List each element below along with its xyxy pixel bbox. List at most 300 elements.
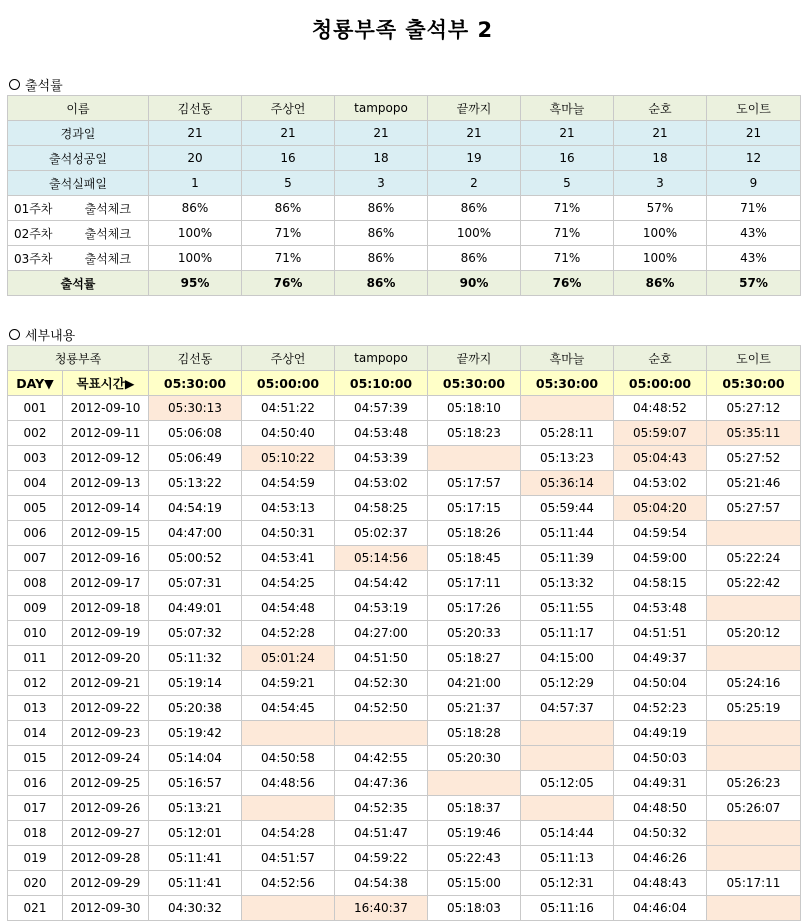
day-row	[8, 696, 801, 721]
week-rate-value: 86%	[242, 196, 335, 221]
stat-value: 16	[521, 146, 614, 171]
section-attendance-rate-label	[9, 75, 63, 94]
checkin-time: 04:54:25	[242, 571, 335, 596]
member-name-header: tampopo	[335, 96, 428, 121]
checkin-time: 05:13:23	[521, 446, 614, 471]
checkin-time: 04:54:59	[242, 471, 335, 496]
checkin-time: 05:15:00	[428, 871, 521, 896]
checkin-time: 04:47:36	[335, 771, 428, 796]
member-name-header: 끝까지	[428, 346, 521, 371]
checkin-time: 04:50:03	[614, 746, 707, 771]
checkin-time: 04:53:02	[335, 471, 428, 496]
week-rate-value: 43%	[707, 221, 801, 246]
circle-bullet-icon	[9, 329, 20, 340]
day-row	[8, 596, 801, 621]
day-row	[8, 646, 801, 671]
checkin-time: 05:30:13	[149, 396, 242, 421]
week-label: 02주차	[8, 221, 68, 246]
checkin-time: 05:02:37	[335, 521, 428, 546]
checkin-time: 04:53:02	[614, 471, 707, 496]
checkin-time	[242, 896, 335, 921]
checkin-time	[707, 721, 801, 746]
week-rate-value: 86%	[428, 196, 521, 221]
day-date: 2012-09-17	[63, 571, 149, 596]
day-date: 2012-09-26	[63, 796, 149, 821]
week-label: 03주차	[8, 246, 68, 271]
target-time-value: 05:30:00	[521, 371, 614, 396]
day-date: 2012-09-25	[63, 771, 149, 796]
week-rate-value: 100%	[149, 246, 242, 271]
member-name-header: 도이트	[707, 346, 801, 371]
checkin-time: 04:52:35	[335, 796, 428, 821]
stat-value: 12	[707, 146, 801, 171]
target-time-value: 05:00:00	[242, 371, 335, 396]
checkin-time	[707, 596, 801, 621]
checkin-time: 05:22:42	[707, 571, 801, 596]
day-number: 002	[8, 421, 63, 446]
day-number: 007	[8, 546, 63, 571]
day-number: 012	[8, 671, 63, 696]
day-date: 2012-09-19	[63, 621, 149, 646]
header-row	[8, 96, 801, 121]
day-row	[8, 446, 801, 471]
checkin-time: 05:14:56	[335, 546, 428, 571]
day-row	[8, 521, 801, 546]
member-name-header: 순호	[614, 96, 707, 121]
checkin-time: 04:30:32	[149, 896, 242, 921]
checkin-time: 05:19:46	[428, 821, 521, 846]
checkin-time: 05:22:24	[707, 546, 801, 571]
checkin-time: 04:59:22	[335, 846, 428, 871]
week-rate-value: 71%	[521, 246, 614, 271]
rate-value: 95%	[149, 271, 242, 296]
checkin-time: 04:54:28	[242, 821, 335, 846]
day-row	[8, 546, 801, 571]
checkin-time: 05:12:01	[149, 821, 242, 846]
checkin-time: 05:25:19	[707, 696, 801, 721]
stat-label: 경과일	[8, 121, 149, 146]
checkin-time: 05:13:22	[149, 471, 242, 496]
checkin-time: 05:24:16	[707, 671, 801, 696]
day-number: 008	[8, 571, 63, 596]
checkin-time: 05:20:30	[428, 746, 521, 771]
checkin-time: 04:50:31	[242, 521, 335, 546]
checkin-time: 05:22:43	[428, 846, 521, 871]
week-row	[8, 246, 801, 271]
checkin-time: 04:46:26	[614, 846, 707, 871]
checkin-time: 05:06:49	[149, 446, 242, 471]
week-rate-value: 71%	[521, 196, 614, 221]
stat-value: 21	[521, 121, 614, 146]
target-time-value: 05:30:00	[428, 371, 521, 396]
stat-value: 20	[149, 146, 242, 171]
checkin-time: 04:48:43	[614, 871, 707, 896]
checkin-time: 05:11:55	[521, 596, 614, 621]
rate-value: 86%	[335, 271, 428, 296]
checkin-time: 04:50:04	[614, 671, 707, 696]
checkin-time: 05:19:14	[149, 671, 242, 696]
week-rate-value: 86%	[428, 246, 521, 271]
stat-value: 2	[428, 171, 521, 196]
checkin-time: 05:17:11	[707, 871, 801, 896]
stat-row	[8, 121, 801, 146]
checkin-time: 05:28:11	[521, 421, 614, 446]
stat-value: 21	[707, 121, 801, 146]
checkin-time: 05:59:07	[614, 421, 707, 446]
checkin-time: 05:06:08	[149, 421, 242, 446]
checkin-time: 04:52:23	[614, 696, 707, 721]
member-name-header: 흑마늘	[521, 346, 614, 371]
stat-value: 19	[428, 146, 521, 171]
day-row	[8, 896, 801, 921]
day-number: 016	[8, 771, 63, 796]
checkin-time: 16:40:37	[335, 896, 428, 921]
stat-value: 18	[335, 146, 428, 171]
checkin-time	[707, 821, 801, 846]
stat-row	[8, 171, 801, 196]
day-number: 010	[8, 621, 63, 646]
checkin-time: 05:11:32	[149, 646, 242, 671]
checkin-time: 05:13:32	[521, 571, 614, 596]
day-date: 2012-09-10	[63, 396, 149, 421]
target-time-value: 05:00:00	[614, 371, 707, 396]
member-name-header: tampopo	[335, 346, 428, 371]
checkin-time: 04:53:19	[335, 596, 428, 621]
day-number: 005	[8, 496, 63, 521]
stat-value: 3	[335, 171, 428, 196]
week-rate-value: 86%	[335, 221, 428, 246]
checkin-time: 05:20:12	[707, 621, 801, 646]
checkin-time: 04:49:19	[614, 721, 707, 746]
checkin-time: 05:01:24	[242, 646, 335, 671]
stat-value: 5	[242, 171, 335, 196]
checkin-time: 05:18:03	[428, 896, 521, 921]
checkin-time: 04:54:38	[335, 871, 428, 896]
checkin-time: 04:15:00	[521, 646, 614, 671]
checkin-time	[707, 846, 801, 871]
stat-value: 21	[428, 121, 521, 146]
checkin-time: 05:19:42	[149, 721, 242, 746]
checkin-time: 04:47:00	[149, 521, 242, 546]
checkin-time: 04:42:55	[335, 746, 428, 771]
day-number: 013	[8, 696, 63, 721]
checkin-time: 04:59:21	[242, 671, 335, 696]
checkin-time: 04:21:00	[428, 671, 521, 696]
day-number: 009	[8, 596, 63, 621]
checkin-time: 04:49:31	[614, 771, 707, 796]
stat-label: 출석실패일	[8, 171, 149, 196]
day-number: 015	[8, 746, 63, 771]
checkin-time: 04:54:19	[149, 496, 242, 521]
day-row	[8, 471, 801, 496]
checkin-time: 04:49:37	[614, 646, 707, 671]
attendance-rate-table	[7, 95, 801, 296]
checkin-time: 04:52:56	[242, 871, 335, 896]
day-number: 006	[8, 521, 63, 546]
checkin-time: 05:11:41	[149, 871, 242, 896]
day-row	[8, 846, 801, 871]
target-time-value: 05:30:00	[707, 371, 801, 396]
week-rate-value: 71%	[242, 246, 335, 271]
week-rate-value: 100%	[614, 221, 707, 246]
day-row	[8, 746, 801, 771]
day-date: 2012-09-22	[63, 696, 149, 721]
checkin-time: 04:50:58	[242, 746, 335, 771]
checkin-time: 05:27:12	[707, 396, 801, 421]
rate-value: 86%	[614, 271, 707, 296]
day-row	[8, 496, 801, 521]
day-row	[8, 571, 801, 596]
day-number: 019	[8, 846, 63, 871]
week-rate-value: 71%	[521, 221, 614, 246]
stat-value: 21	[149, 121, 242, 146]
checkin-time	[707, 746, 801, 771]
day-row	[8, 771, 801, 796]
day-column-label: DAY▼	[8, 371, 63, 396]
stat-value: 21	[242, 121, 335, 146]
checkin-time: 05:17:57	[428, 471, 521, 496]
stat-value: 18	[614, 146, 707, 171]
checkin-time	[707, 896, 801, 921]
week-rate-value: 100%	[428, 221, 521, 246]
checkin-time: 05:18:27	[428, 646, 521, 671]
checkin-time: 04:51:22	[242, 396, 335, 421]
day-date: 2012-09-29	[63, 871, 149, 896]
member-name-header: 흑마늘	[521, 96, 614, 121]
member-name-header: 김선동	[149, 96, 242, 121]
day-number: 011	[8, 646, 63, 671]
checkin-time: 05:11:39	[521, 546, 614, 571]
day-row	[8, 396, 801, 421]
checkin-time: 05:12:29	[521, 671, 614, 696]
week-check-label: 출석체크	[68, 196, 149, 221]
day-date: 2012-09-24	[63, 746, 149, 771]
checkin-time: 05:12:05	[521, 771, 614, 796]
checkin-time: 04:58:15	[614, 571, 707, 596]
checkin-time: 04:58:25	[335, 496, 428, 521]
checkin-time: 05:18:37	[428, 796, 521, 821]
checkin-time: 05:27:52	[707, 446, 801, 471]
checkin-time	[521, 746, 614, 771]
day-date: 2012-09-14	[63, 496, 149, 521]
checkin-time: 05:35:11	[707, 421, 801, 446]
checkin-time: 04:52:50	[335, 696, 428, 721]
checkin-time: 04:53:41	[242, 546, 335, 571]
day-row	[8, 796, 801, 821]
day-number: 003	[8, 446, 63, 471]
stat-row	[8, 146, 801, 171]
checkin-time: 05:18:10	[428, 396, 521, 421]
day-number: 014	[8, 721, 63, 746]
checkin-time: 05:17:11	[428, 571, 521, 596]
week-rate-value: 43%	[707, 246, 801, 271]
rate-value: 90%	[428, 271, 521, 296]
checkin-time: 05:17:26	[428, 596, 521, 621]
checkin-time	[707, 521, 801, 546]
day-number: 018	[8, 821, 63, 846]
rate-value: 76%	[521, 271, 614, 296]
stat-value: 16	[242, 146, 335, 171]
week-row	[8, 221, 801, 246]
target-row	[8, 371, 801, 396]
checkin-time: 05:18:23	[428, 421, 521, 446]
checkin-time: 05:07:31	[149, 571, 242, 596]
checkin-time: 05:11:44	[521, 521, 614, 546]
day-date: 2012-09-11	[63, 421, 149, 446]
member-name-header: 순호	[614, 346, 707, 371]
day-date: 2012-09-13	[63, 471, 149, 496]
day-number: 004	[8, 471, 63, 496]
week-rate-value: 57%	[614, 196, 707, 221]
checkin-time: 05:14:44	[521, 821, 614, 846]
checkin-time	[521, 396, 614, 421]
checkin-time	[428, 446, 521, 471]
checkin-time: 05:14:04	[149, 746, 242, 771]
day-date: 2012-09-12	[63, 446, 149, 471]
checkin-time: 05:18:26	[428, 521, 521, 546]
week-rate-value: 71%	[707, 196, 801, 221]
rate-row	[8, 271, 801, 296]
checkin-time: 04:59:54	[614, 521, 707, 546]
checkin-time	[707, 646, 801, 671]
checkin-time: 04:53:39	[335, 446, 428, 471]
checkin-time: 05:27:57	[707, 496, 801, 521]
rate-value: 57%	[707, 271, 801, 296]
week-check-label: 출석체크	[68, 246, 149, 271]
checkin-time: 04:51:47	[335, 821, 428, 846]
day-number: 017	[8, 796, 63, 821]
day-row	[8, 621, 801, 646]
stat-value: 1	[149, 171, 242, 196]
section-title: 출석률	[25, 79, 63, 94]
day-row	[8, 871, 801, 896]
week-label: 01주차	[8, 196, 68, 221]
checkin-time: 04:54:42	[335, 571, 428, 596]
week-rate-value: 100%	[149, 221, 242, 246]
checkin-time: 05:26:07	[707, 796, 801, 821]
day-row	[8, 671, 801, 696]
checkin-time: 05:18:28	[428, 721, 521, 746]
checkin-time: 05:11:17	[521, 621, 614, 646]
checkin-time: 04:52:30	[335, 671, 428, 696]
day-date: 2012-09-23	[63, 721, 149, 746]
day-number: 020	[8, 871, 63, 896]
day-date: 2012-09-18	[63, 596, 149, 621]
member-name-header: 주상언	[242, 346, 335, 371]
checkin-time: 04:54:48	[242, 596, 335, 621]
target-time-value: 05:10:00	[335, 371, 428, 396]
checkin-time: 04:59:00	[614, 546, 707, 571]
checkin-time	[428, 771, 521, 796]
circle-bullet-icon	[9, 79, 20, 90]
header-row	[8, 346, 801, 371]
checkin-time: 05:04:20	[614, 496, 707, 521]
checkin-time: 04:51:50	[335, 646, 428, 671]
checkin-time: 04:52:28	[242, 621, 335, 646]
checkin-time: 05:21:46	[707, 471, 801, 496]
checkin-time: 04:48:52	[614, 396, 707, 421]
checkin-time	[242, 721, 335, 746]
day-number: 001	[8, 396, 63, 421]
member-name-header: 주상언	[242, 96, 335, 121]
stat-value: 9	[707, 171, 801, 196]
checkin-time: 04:48:50	[614, 796, 707, 821]
checkin-time: 04:53:48	[335, 421, 428, 446]
week-rate-value: 86%	[149, 196, 242, 221]
checkin-time: 05:16:57	[149, 771, 242, 796]
week-row	[8, 196, 801, 221]
day-date: 2012-09-21	[63, 671, 149, 696]
checkin-time	[521, 796, 614, 821]
section-details-label	[9, 325, 75, 344]
day-row	[8, 421, 801, 446]
member-name-header: 김선동	[149, 346, 242, 371]
stat-value: 21	[335, 121, 428, 146]
day-date: 2012-09-30	[63, 896, 149, 921]
target-time-value: 05:30:00	[149, 371, 242, 396]
checkin-time: 04:48:56	[242, 771, 335, 796]
day-row	[8, 721, 801, 746]
checkin-time: 05:12:31	[521, 871, 614, 896]
stat-label: 출석성공일	[8, 146, 149, 171]
checkin-time: 05:11:16	[521, 896, 614, 921]
stat-value: 3	[614, 171, 707, 196]
day-date: 2012-09-28	[63, 846, 149, 871]
checkin-time: 05:10:22	[242, 446, 335, 471]
checkin-time: 04:57:39	[335, 396, 428, 421]
checkin-time: 04:49:01	[149, 596, 242, 621]
checkin-time: 05:04:43	[614, 446, 707, 471]
target-time-label: 목표시간▶	[63, 371, 149, 396]
checkin-time: 05:36:14	[521, 471, 614, 496]
checkin-time: 05:13:21	[149, 796, 242, 821]
checkin-time: 05:07:32	[149, 621, 242, 646]
checkin-time	[242, 796, 335, 821]
day-date: 2012-09-16	[63, 546, 149, 571]
checkin-time: 04:46:04	[614, 896, 707, 921]
member-name-header: 끝까지	[428, 96, 521, 121]
day-row	[8, 821, 801, 846]
checkin-time	[521, 721, 614, 746]
checkin-time: 05:11:41	[149, 846, 242, 871]
checkin-time: 04:51:57	[242, 846, 335, 871]
day-date: 2012-09-15	[63, 521, 149, 546]
week-rate-value: 100%	[614, 246, 707, 271]
checkin-time: 04:51:51	[614, 621, 707, 646]
header-name-cell: 이름	[8, 96, 149, 121]
checkin-time: 05:21:37	[428, 696, 521, 721]
checkin-time: 05:11:13	[521, 846, 614, 871]
header-tribe-cell: 청룡부족	[8, 346, 149, 371]
checkin-time: 05:17:15	[428, 496, 521, 521]
checkin-time: 04:50:32	[614, 821, 707, 846]
checkin-time: 04:53:13	[242, 496, 335, 521]
day-date: 2012-09-20	[63, 646, 149, 671]
rate-value: 76%	[242, 271, 335, 296]
rate-label: 출석률	[8, 271, 149, 296]
checkin-time: 05:18:45	[428, 546, 521, 571]
stat-value: 21	[614, 121, 707, 146]
checkin-time	[335, 721, 428, 746]
checkin-time: 05:00:52	[149, 546, 242, 571]
section-title: 세부내용	[25, 329, 76, 344]
checkin-time: 05:59:44	[521, 496, 614, 521]
attendance-detail-table	[7, 345, 801, 921]
checkin-time: 05:20:38	[149, 696, 242, 721]
week-rate-value: 86%	[335, 246, 428, 271]
week-rate-value: 71%	[242, 221, 335, 246]
checkin-time: 04:50:40	[242, 421, 335, 446]
